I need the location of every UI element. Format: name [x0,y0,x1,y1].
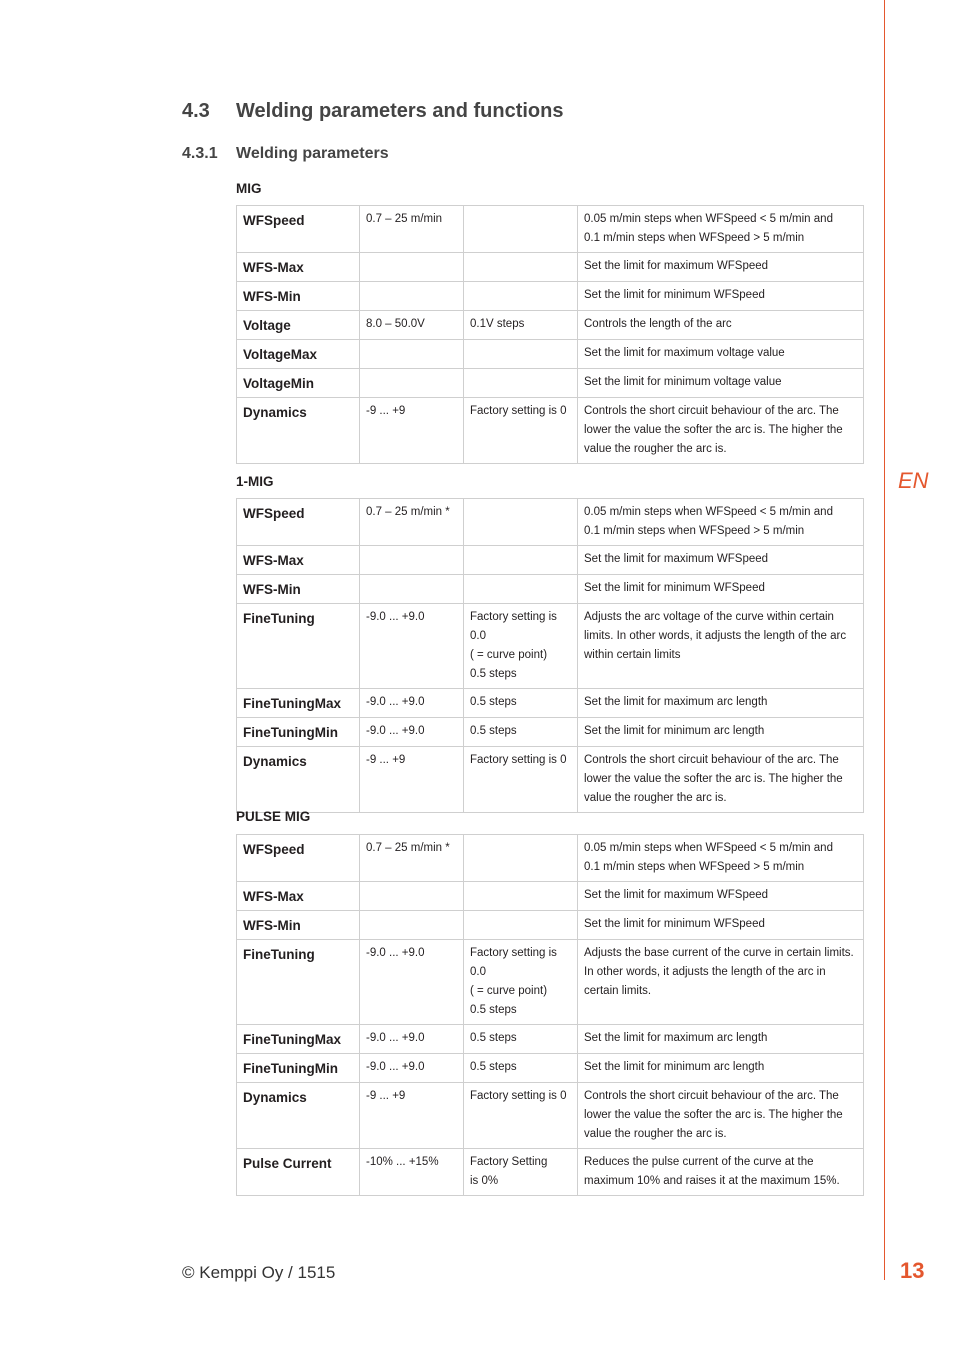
param-name-cell: Dynamics [237,398,360,464]
param-name-cell: WFSpeed [237,499,360,546]
table-title-pulse-mig: PULSE MIG [236,809,311,824]
param-step-cell [464,882,578,911]
table-row [237,340,864,369]
param-name-cell: FineTuningMin [237,718,360,747]
table-row [237,1054,864,1083]
param-description-cell: Set the limit for maximum arc length [578,689,864,718]
param-step-cell [464,340,578,369]
param-name-cell: FineTuningMax [237,1025,360,1054]
param-step-cell: Factory setting is 0 [464,398,578,464]
param-range-cell [360,253,464,282]
param-range-cell [360,340,464,369]
param-description-cell: 0.05 m/min steps when WFSpeed < 5 m/min and 0.1 m/min steps when WFSpeed > 5 m/min [578,499,864,546]
param-range-cell: -9 ... +9 [360,398,464,464]
table-row [237,282,864,311]
footer-copyright: © Kemppi Oy / 1515 [182,1263,336,1282]
param-step-cell [464,206,578,253]
param-name-cell: FineTuningMin [237,1054,360,1083]
param-description-cell: Set the limit for minimum WFSpeed [578,911,864,940]
param-name-cell: Dynamics [237,1083,360,1149]
table-row [237,911,864,940]
table-row [237,604,864,689]
param-range-cell: -10% ... +15% [360,1149,464,1196]
param-name-cell: VoltageMin [237,369,360,398]
param-step-cell: 0.5 steps [464,689,578,718]
param-description-cell: 0.05 m/min steps when WFSpeed < 5 m/min and 0.1 m/min steps when WFSpeed > 5 m/min [578,835,864,882]
language-tab: EN [898,468,929,493]
param-name-cell: WFS-Max [237,253,360,282]
param-description-cell: Reduces the pulse current of the curve at the maximum 10% and raises it at the maximum 15%. [578,1149,864,1196]
table-row [237,689,864,718]
param-range-cell: 8.0 – 50.0V [360,311,464,340]
param-step-cell [464,369,578,398]
param-description-cell: Set the limit for maximum voltage value [578,340,864,369]
param-range-cell [360,282,464,311]
margin-rule [884,0,885,1280]
table-row [237,398,864,464]
param-name-cell: Pulse Current [237,1149,360,1196]
param-description-cell: Adjusts the arc voltage of the curve within certain limits. In other words, it adjusts the length of the arc within certain limits [578,604,864,689]
param-range-cell: -9.0 ... +9.0 [360,940,464,1025]
parameter-table-pulse-mig [236,834,864,1196]
param-description-cell: Set the limit for maximum arc length [578,1025,864,1054]
param-step-cell: Factory setting is 0.0 ( = curve point) 0.5 steps [464,604,578,689]
param-step-cell: 0.1V steps [464,311,578,340]
table-row [237,575,864,604]
param-range-cell [360,882,464,911]
param-name-cell: WFS-Min [237,282,360,311]
table-row [237,499,864,546]
param-description-cell: Set the limit for minimum WFSpeed [578,282,864,311]
param-name-cell: WFS-Max [237,546,360,575]
param-description-cell: Controls the short circuit behaviour of the arc. The lower the value the softer the arc is. The higher the value the rougher the arc is. [578,747,864,813]
param-description-cell: Set the limit for minimum WFSpeed [578,575,864,604]
table-row [237,1149,864,1196]
param-range-cell [360,911,464,940]
param-step-cell: Factory setting is 0 [464,747,578,813]
param-step-cell: Factory setting is 0.0 ( = curve point) 0.5 steps [464,940,578,1025]
table-row [237,1025,864,1054]
param-step-cell [464,835,578,882]
param-range-cell: -9 ... +9 [360,747,464,813]
parameter-table-mig [236,205,864,464]
subsection-title: Welding parameters [236,145,389,162]
table-row [237,747,864,813]
param-description-cell: Set the limit for maximum WFSpeed [578,546,864,575]
param-step-cell [464,911,578,940]
parameter-table-1-mig [236,498,864,813]
section-heading [182,100,563,123]
table-row [237,940,864,1025]
param-step-cell [464,282,578,311]
param-step-cell: 0.5 steps [464,1025,578,1054]
param-description-cell: Set the limit for minimum arc length [578,1054,864,1083]
param-description-cell: 0.05 m/min steps when WFSpeed < 5 m/min and 0.1 m/min steps when WFSpeed > 5 m/min [578,206,864,253]
param-step-cell: 0.5 steps [464,718,578,747]
param-range-cell: 0.7 – 25 m/min [360,206,464,253]
param-name-cell: Voltage [237,311,360,340]
param-step-cell [464,499,578,546]
table-title-1-mig: 1-MIG [236,474,274,489]
param-step-cell [464,253,578,282]
param-name-cell: WFS-Min [237,911,360,940]
param-step-cell: 0.5 steps [464,1054,578,1083]
param-description-cell: Controls the length of the arc [578,311,864,340]
param-range-cell: -9.0 ... +9.0 [360,1054,464,1083]
subsection-number: 4.3.1 [182,145,218,162]
param-name-cell: WFSpeed [237,206,360,253]
param-name-cell: FineTuning [237,940,360,1025]
param-range-cell: -9 ... +9 [360,1083,464,1149]
table-row [237,546,864,575]
param-name-cell: VoltageMax [237,340,360,369]
param-step-cell [464,546,578,575]
table-row [237,882,864,911]
param-range-cell: -9.0 ... +9.0 [360,718,464,747]
table-row [237,206,864,253]
param-description-cell: Set the limit for minimum voltage value [578,369,864,398]
table-row [237,369,864,398]
table-row [237,311,864,340]
param-range-cell: -9.0 ... +9.0 [360,604,464,689]
param-name-cell: Dynamics [237,747,360,813]
param-step-cell: Factory Setting is 0% [464,1149,578,1196]
param-name-cell: FineTuning [237,604,360,689]
param-range-cell: -9.0 ... +9.0 [360,689,464,718]
param-range-cell [360,546,464,575]
table-row [237,253,864,282]
subsection-heading [182,145,389,163]
param-description-cell: Controls the short circuit behaviour of the arc. The lower the value the softer the arc is. The higher the value the rougher the arc is. [578,1083,864,1149]
table-row [237,835,864,882]
section-number: 4.3 [182,100,210,122]
param-range-cell: 0.7 – 25 m/min * [360,499,464,546]
param-description-cell: Set the limit for maximum WFSpeed [578,253,864,282]
param-range-cell: -9.0 ... +9.0 [360,1025,464,1054]
section-title: Welding parameters and functions [236,100,564,122]
param-name-cell: WFS-Min [237,575,360,604]
param-name-cell: FineTuningMax [237,689,360,718]
page-number: 13 [900,1258,925,1283]
param-description-cell: Set the limit for maximum WFSpeed [578,882,864,911]
param-name-cell: WFS-Max [237,882,360,911]
param-range-cell [360,369,464,398]
table-row [237,718,864,747]
param-description-cell: Controls the short circuit behaviour of the arc. The lower the value the softer the arc is. The higher the value the rougher the arc is. [578,398,864,464]
param-description-cell: Adjusts the base current of the curve in certain limits. In other words, it adjusts the length of the arc in certain limits. [578,940,864,1025]
table-row [237,1083,864,1149]
table-title-mig: MIG [236,181,262,196]
param-step-cell [464,575,578,604]
param-range-cell [360,575,464,604]
param-description-cell: Set the limit for minimum arc length [578,718,864,747]
param-name-cell: WFSpeed [237,835,360,882]
param-step-cell: Factory setting is 0 [464,1083,578,1149]
param-range-cell: 0.7 – 25 m/min * [360,835,464,882]
